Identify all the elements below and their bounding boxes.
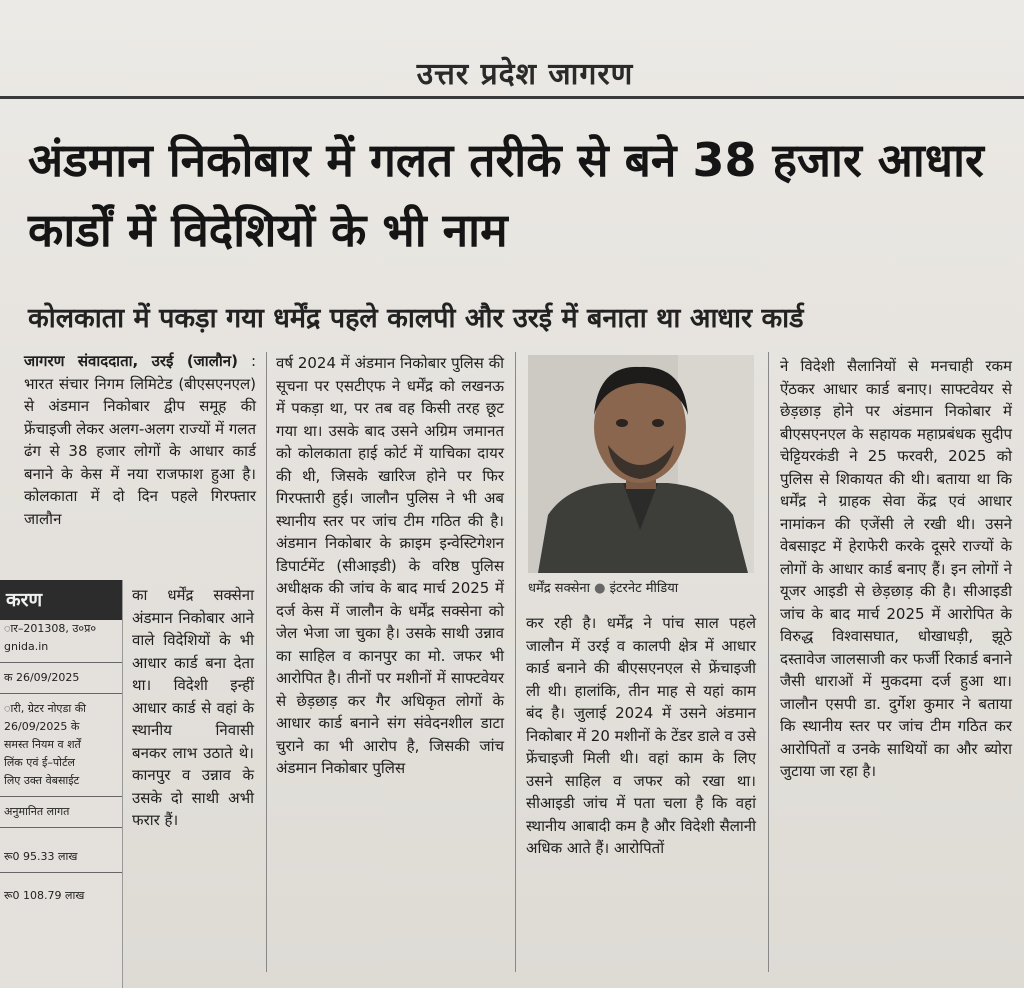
- ad-line: क 26/09/2025: [4, 671, 80, 684]
- ad-cost: रू0 108.79 लाख: [4, 889, 85, 902]
- ad-divider: [0, 872, 122, 873]
- ad-line: ार–201308, उ०प्र०: [4, 622, 97, 635]
- ad-line: समस्त नियम व शर्तें: [4, 738, 81, 751]
- ad-divider: [0, 693, 122, 694]
- ad-cost-label: अनुमानित लागत: [4, 805, 70, 818]
- ad-line: लिए उक्त वेबसाईट: [4, 774, 80, 787]
- masthead: उत्तर प्रदेश जागरण: [416, 57, 634, 92]
- column-divider: [266, 352, 267, 972]
- column-1: [24, 350, 256, 530]
- portrait-photo: [528, 355, 754, 573]
- column-divider: [515, 352, 516, 972]
- ad-divider: [0, 662, 122, 663]
- column-1-text: : भारत संचार निगम लिमिटेड (बीएसएनएल) से अंडमान निकोबार द्वीप समूह की फ्रेंचाइजी लेकर अलग-अलग राज्यों में गलत ढंग से 38 हजार लोगों के आधार कार्ड बनाने के केस में नया राजफाश हुआ है। कोलकाता में दो दिन पहले गिरफ्तार जालौन: [24, 352, 256, 528]
- ad-line: लिंक एवं ई–पोर्टल: [4, 756, 75, 769]
- bullet-icon: ●: [594, 581, 606, 596]
- caption-name: धर्मेंद्र सक्सेना: [528, 581, 590, 596]
- subheadline: कोलकाता में पकड़ा गया धर्मेंद्र पहले कालपी और उरई में बनाता था आधार कार्ड: [28, 303, 804, 334]
- caption-source: इंटरनेट मीडिया: [609, 581, 679, 596]
- column-1-continued: का धर्मेंद्र सक्सेना अंडमान निकोबार आने वाले विदेशियों के भी आधार कार्ड बना देता था। विदेशी इन्हीं आधार कार्ड से वहां के स्थानीय निवासी बनकर लाभ उठाते थे। कानपुर व उन्नाव के उसके दो साथी अभी फरार हैं।: [132, 586, 254, 829]
- ad-line: ारी, ग्रेटर नोएडा की: [4, 702, 87, 715]
- headline: अंडमान निकोबार में गलत तरीके से बने 38 हजार आधार कार्डों में विदेशियों के भी नाम: [28, 133, 984, 257]
- ad-cost: रू0 95.33 लाख: [4, 850, 78, 863]
- photo-caption: [528, 578, 754, 596]
- column-divider: [768, 352, 769, 972]
- masthead-rule: [0, 96, 1024, 99]
- ad-title: करण: [0, 580, 122, 620]
- person-portrait-icon: [528, 355, 754, 573]
- ad-divider: [0, 796, 122, 797]
- byline: जागरण संवाददाता, उरई (जालौन): [24, 352, 238, 370]
- ad-divider: [0, 827, 122, 828]
- column-3: कर रही है। धर्मेंद्र ने पांच साल पहले जालौन में उरई व कालपी क्षेत्र में आधार कार्ड बनाने की बीएसएनएल से फ्रेंचाइजी ली थी। हालांकि, तीन माह से यहां काम बंद है। जुलाई 2024 में उसने अंडमान निकोबार में 20 मशीनों के टेंडर डाले व उसे फ्रेंचाइजी मिली थी। वहां काम के लिए उसने साहिल व जफर को रखा था। सीआइडी जांच में पता चला है कि वहां स्थानीय आबादी कम है और विदेशी सैलानी अधिक आते हैं। आरोपितों: [526, 614, 756, 857]
- ad-line: 26/09/2025 के: [4, 720, 80, 733]
- side-advertisement: [0, 580, 123, 988]
- ad-line: gnida.in: [4, 640, 49, 653]
- column-2: वर्ष 2024 में अंडमान निकोबार पुलिस की सूचना पर एसटीएफ ने धर्मेंद्र को लखनऊ में पकड़ा था, पर तब वह किसी तरह छूट गया था। उसके बाद उसने अग्रिम जमानत को कोलकाता हाई कोर्ट में याचिका दायर की थी, जिसके खारिज होने पर फिर गिरफ्तारी हुई। जालौन पुलिस ने भी अब स्थानीय स्तर पर जांच टीम गठित की है। अंडमान निकोबार के क्राइम इन्वेस्टिगेशन डिपार्टमेंट (सीआइडी) के वरिष्ठ पुलिस अधीक्षक की जांच के बाद मार्च 2025 में दर्ज केस में जालौन के धर्मेंद्र सक्सेना को जेल भेजा जा चुका है। उसके साथी उन्नाव का साहिल व कानपुर का मो. जफर भी आरोपित है। तीनों पर मशीनों में साफ्टवेयर से छेड़छाड़ कर गैर अधिकृत लोगों के आधार कार्ड बनाने संग संवेदनशील डाटा चुराने का भी आरोप है, जिसकी जांच अंडमान निकोबार पुलिस: [276, 354, 504, 777]
- column-4: ने विदेशी सैलानियों से मनचाही रकम ऐंठकर आधार कार्ड बनाए। साफ्टवेयर से छेड़छाड़ होने पर अंडमान निकोबार में बीएसएनएल के सहायक महाप्रबंधक सुदीप चेट्टियरकंडी ने 25 फरवरी, 2025 को पुलिस से शिकायत की थी। बताया था कि धर्मेंद्र ने ग्राहक सेवा केंद्र एवं आधार नामांकन की एजेंसी ले रखी थी। उसने वेबसाइट में हेराफेरी करके दूसरे राज्यों के लोगों के आधार कार्ड बनाए हैं। इन लोगों ने यूजर आइडी से छेड़छाड़ की है। सीआइडी जांच के बाद मार्च 2025 में आरोपित के विरुद्ध विश्वासघात, धोखाधड़ी, झूठे दस्तावेज जालसाजी कर फर्जी रिकार्ड बनाने जैसी धाराओं में मुकदमा दर्ज हुआ था। जालौन एसपी डा. दुर्गेश कुमार ने बताया कि स्थानीय स्तर पर जांच टीम गठित कर आरोपितों व उनके साथियों का और ब्योरा जुटाया जा रहा है।: [780, 357, 1012, 780]
